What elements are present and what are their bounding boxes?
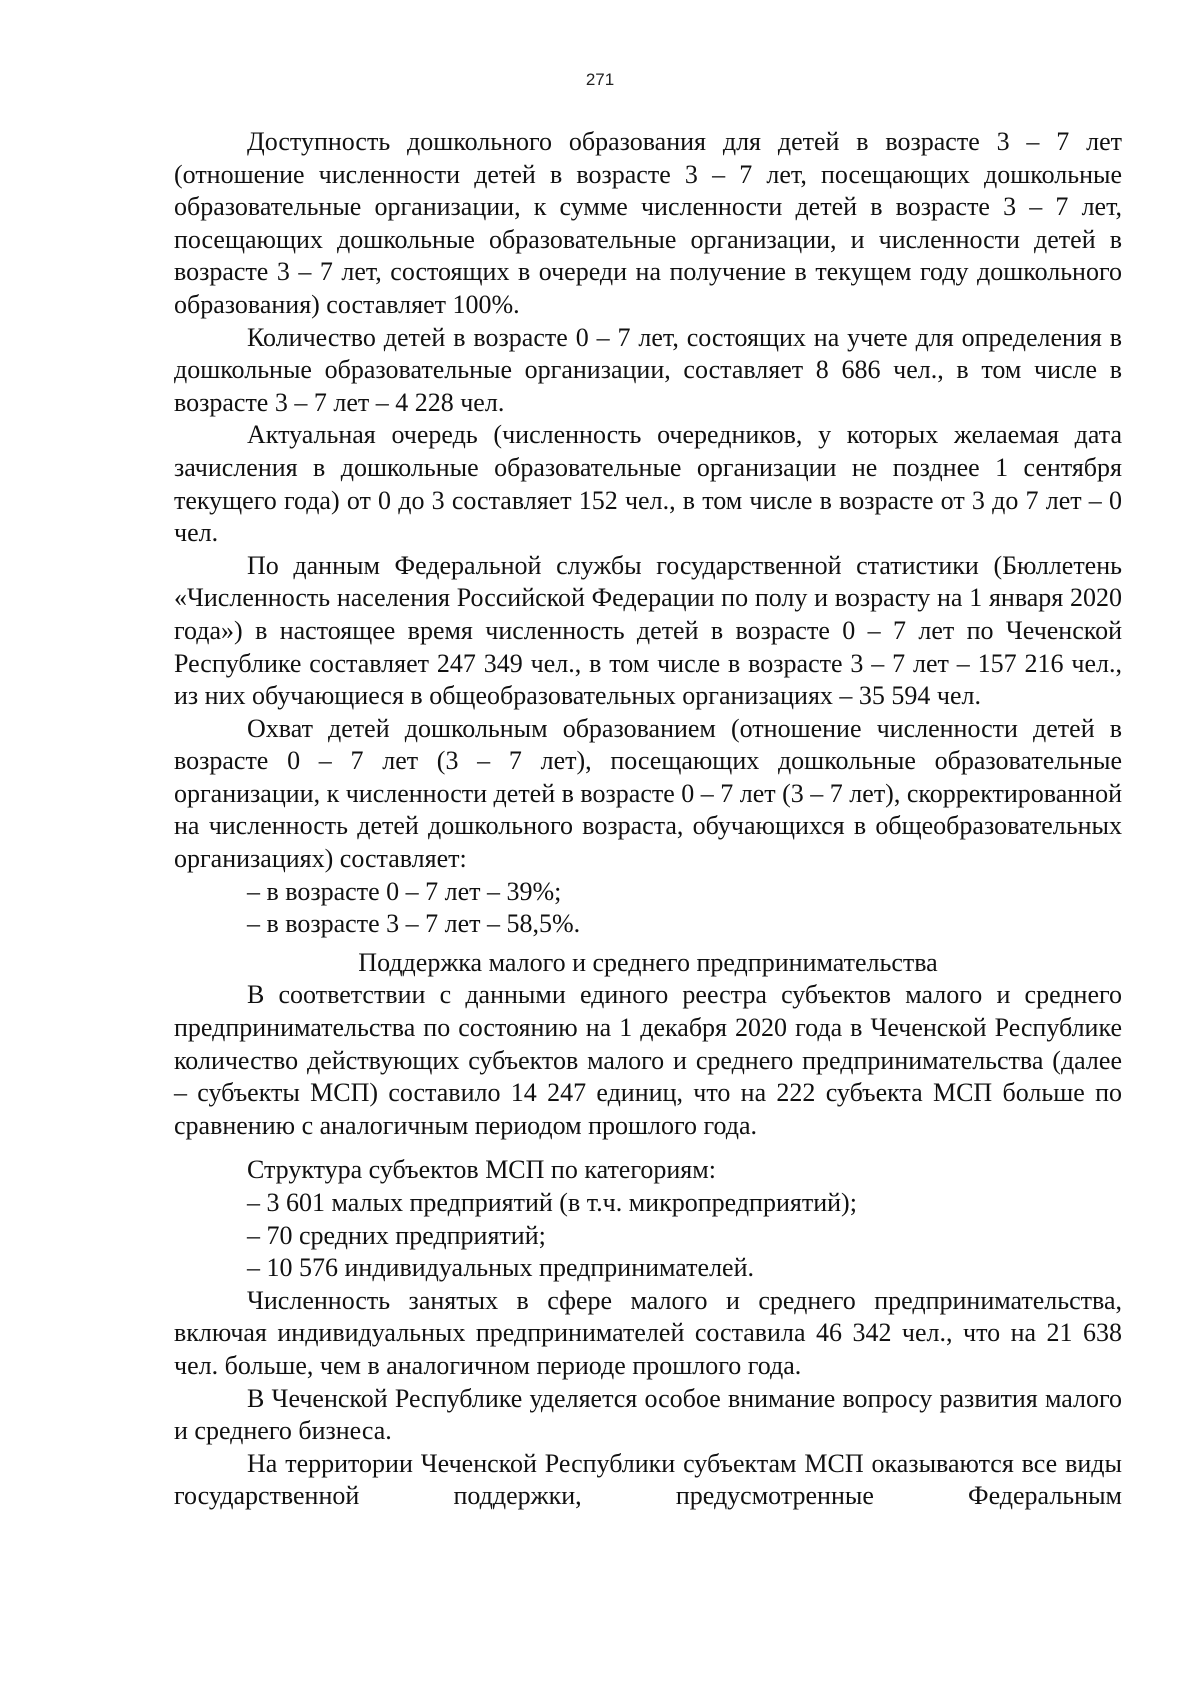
paragraph: В соответствии с данными единого реестра субъектов малого и среднего предпринимательства по состоянию на 1 декабря 2020 года в Чеченской Республике количество действующих субъектов малого и среднего предпринимательства (далее – субъекты МСП) составило 14 247 единиц, что на 222 субъекта МСП больше по сравнению с аналогичным периодом прошлого года.: [174, 980, 1122, 1140]
paragraph: Доступность дошкольного образования для детей в возрасте 3 – 7 лет (отношение численности детей в возрасте 3 – 7 лет, посещающих дошкольные образовательные организации, к сумме численности детей в возрасте 3 – 7 лет, посещающих дошкольные образовательные организации, и численности детей в возрасте 3 – 7 лет, состоящих в очереди на получение в текущем году дошкольного образования) составляет 100%.: [174, 127, 1122, 319]
paragraph: Актуальная очередь (численность очередников, у которых желаемая дата зачисления в дошкольные образовательные организации не позднее 1 сентября текущего года) от 0 до 3 составляет 152 чел., в том числе в возрасте от 3 до 7 лет – 0 чел.: [174, 420, 1122, 548]
paragraph: Количество детей в возрасте 0 – 7 лет, состоящих на учете для определения в дошкольные образовательные организации, составляет 8 686 чел., в том числе в возрасте 3 – 7 лет – 4 228 чел.: [174, 322, 1122, 417]
paragraph: Охват детей дошкольным образованием (отношение численности детей в возрасте 0 – 7 лет (3 – 7 лет), посещающих дошкольные образовательные организации, к численности детей в возрасте 0 – 7 лет (3 – 7 лет), скорректированной на численность детей дошкольного возраста, обучающихся в общеобразовательных организациях) составляет:: [174, 713, 1123, 874]
list-item: – 3 601 малых предприятий (в т.ч. микропредприятий);: [247, 1188, 857, 1217]
document-body: [174, 126, 1122, 1513]
paragraph: Структура субъектов МСП по категориям:: [247, 1155, 716, 1185]
page-number: 271: [585, 70, 615, 89]
paragraph: На территории Чеченской Республики субъектам МСП оказываются все виды государственной поддержки, предусмотренные Федеральным: [174, 1448, 1122, 1511]
paragraph: В Чеченской Республике уделяется особое внимание вопросу развития малого и среднего бизнеса.: [174, 1383, 1122, 1446]
list-item: – 10 576 индивидуальных предпринимателей.: [247, 1253, 754, 1283]
paragraph: По данным Федеральной службы государственной статистики (Бюллетень «Численность населения Российской Федерации по полу и возрасту на 1 января 2020 года») в настоящее время численность детей в возрасте 0 – 7 лет по Чеченской Республике составляет 247 349 чел., в том числе в возрасте 3 – 7 лет – 157 216 чел., из них обучающиеся в общеобразовательных организациях – 35 594 чел.: [174, 550, 1122, 711]
list-item: – 70 средних предприятий;: [247, 1220, 546, 1250]
paragraph: Численность занятых в сфере малого и среднего предпринимательства, включая индивидуальных предпринимателей составила 46 342 чел., что на 21 638 чел. больше, чем в аналогичном периоде прошлого года.: [174, 1285, 1122, 1380]
section-heading: Поддержка малого и среднего предпринимательства: [358, 947, 938, 977]
list-item: – в возрасте 3 – 7 лет – 58,5%.: [247, 909, 581, 939]
list-item: – в возрасте 0 – 7 лет – 39%;: [247, 876, 562, 906]
